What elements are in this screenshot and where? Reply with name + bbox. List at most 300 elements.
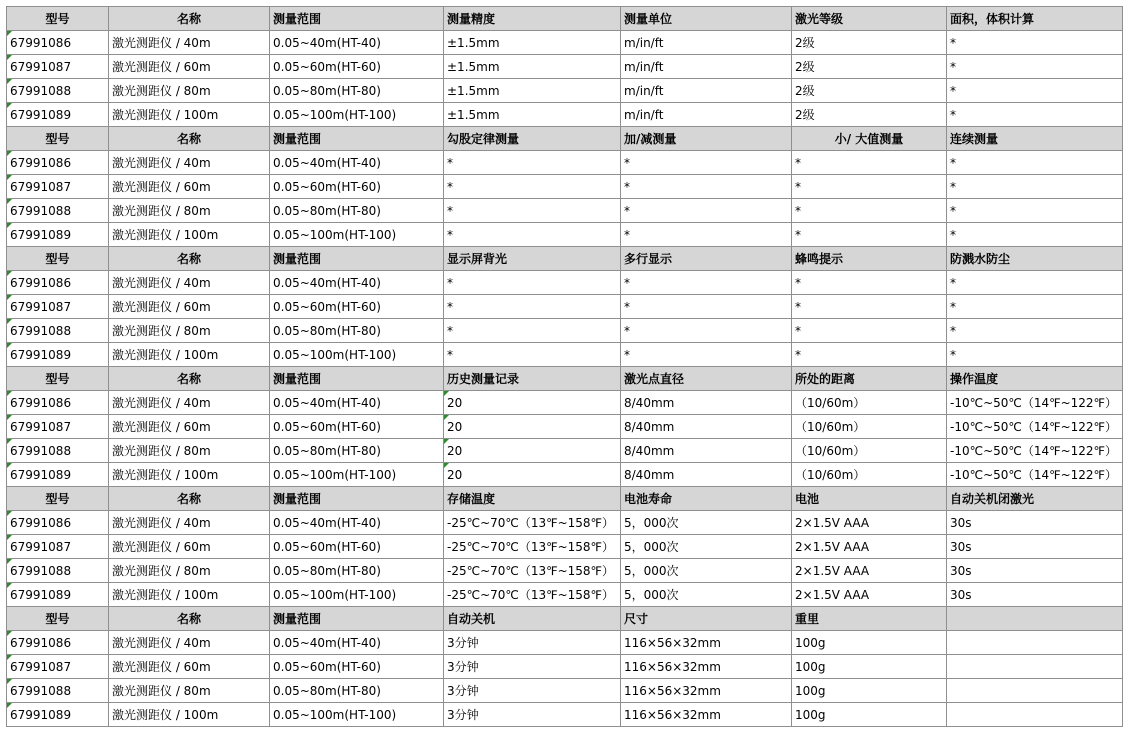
- cell-text: 2级: [795, 35, 815, 50]
- cell-text: 2×1.5V AAA: [795, 515, 870, 530]
- model-number-cell[interactable]: [7, 655, 109, 679]
- spec-c-cell[interactable]: [792, 295, 947, 319]
- spec-c-cell[interactable]: [792, 439, 947, 463]
- range-cell[interactable]: [270, 79, 444, 103]
- cell-text: 激光测距仪 / 40m: [112, 515, 211, 530]
- spec-b-cell[interactable]: [621, 199, 792, 223]
- range-cell[interactable]: [270, 31, 444, 55]
- spec-a-cell[interactable]: [444, 415, 621, 439]
- comment-indicator-icon: [7, 463, 12, 468]
- product-name-cell[interactable]: [109, 79, 270, 103]
- spec-d-cell[interactable]: [947, 535, 1123, 559]
- model-number-cell[interactable]: [7, 535, 109, 559]
- spec-c-cell[interactable]: [792, 271, 947, 295]
- spec-c-cell[interactable]: [792, 319, 947, 343]
- spec-c-cell[interactable]: [792, 151, 947, 175]
- table-row: [7, 655, 1123, 679]
- cell-text: 0.05~80m(HT-80): [273, 683, 381, 698]
- comment-indicator-icon: [7, 103, 12, 108]
- spec-d-cell[interactable]: [947, 199, 1123, 223]
- spec-c-cell[interactable]: [792, 223, 947, 247]
- spec-d-cell[interactable]: [947, 79, 1123, 103]
- cell-text: 8/40mm: [624, 467, 675, 482]
- spec-d-cell[interactable]: [947, 31, 1123, 55]
- range-cell[interactable]: [270, 631, 444, 655]
- spec-d-cell[interactable]: [947, 655, 1123, 679]
- cell-text: 20: [447, 467, 463, 482]
- spec-a-cell[interactable]: [444, 535, 621, 559]
- spec-b-cell[interactable]: [621, 295, 792, 319]
- header-model: 型号: [7, 607, 109, 631]
- spec-b-cell[interactable]: [621, 415, 792, 439]
- range-cell[interactable]: [270, 223, 444, 247]
- spec-a-cell[interactable]: [444, 223, 621, 247]
- cell-text: 67991089: [10, 347, 72, 362]
- cell-text: 116×56×32mm: [624, 683, 721, 698]
- spec-a-cell[interactable]: [444, 703, 621, 727]
- spec-a-cell[interactable]: [444, 655, 621, 679]
- cell-text: 5，000次: [624, 539, 679, 554]
- spec-d-cell[interactable]: [947, 679, 1123, 703]
- cell-text: *: [950, 179, 956, 194]
- cell-text: *: [950, 59, 956, 74]
- spec-a-cell[interactable]: [444, 343, 621, 367]
- range-cell[interactable]: [270, 55, 444, 79]
- cell-text: 67991089: [10, 707, 72, 722]
- header-spec-a: 历史测量记录: [444, 367, 621, 391]
- range-cell[interactable]: [270, 319, 444, 343]
- cell-text: -25℃~70℃（13℉~158℉）: [447, 539, 614, 554]
- cell-text: 0.05~80m(HT-80): [273, 203, 381, 218]
- comment-indicator-icon: [7, 511, 12, 516]
- product-name-cell[interactable]: [109, 439, 270, 463]
- cell-text: 0.05~100m(HT-100): [273, 347, 397, 362]
- spec-b-cell[interactable]: [621, 319, 792, 343]
- product-name-cell[interactable]: [109, 319, 270, 343]
- spec-c-cell[interactable]: [792, 79, 947, 103]
- spec-b-cell[interactable]: [621, 559, 792, 583]
- cell-text: *: [624, 155, 630, 170]
- range-cell[interactable]: [270, 343, 444, 367]
- model-number-cell[interactable]: [7, 319, 109, 343]
- comment-indicator-icon: [444, 415, 449, 420]
- spec-c-cell[interactable]: [792, 559, 947, 583]
- spec-b-cell[interactable]: [621, 343, 792, 367]
- product-name-cell[interactable]: [109, 151, 270, 175]
- spec-a-cell[interactable]: [444, 439, 621, 463]
- product-name-cell[interactable]: [109, 343, 270, 367]
- cell-text: *: [447, 299, 453, 314]
- spec-d-cell[interactable]: [947, 559, 1123, 583]
- spec-b-cell[interactable]: [621, 79, 792, 103]
- header-spec-d: [947, 607, 1123, 631]
- spec-b-cell[interactable]: [621, 31, 792, 55]
- spec-d-cell[interactable]: [947, 703, 1123, 727]
- product-name-cell[interactable]: [109, 271, 270, 295]
- range-cell[interactable]: [270, 415, 444, 439]
- model-number-cell[interactable]: [7, 79, 109, 103]
- header-name: 名称: [109, 367, 270, 391]
- comment-indicator-icon: [7, 319, 12, 324]
- cell-text: *: [950, 83, 956, 98]
- product-name-cell[interactable]: [109, 703, 270, 727]
- range-cell[interactable]: [270, 271, 444, 295]
- comment-indicator-icon: [7, 679, 12, 684]
- cell-text: -10℃~50℃（14℉~122℉）: [950, 467, 1117, 482]
- range-cell[interactable]: [270, 295, 444, 319]
- spec-b-cell[interactable]: [621, 55, 792, 79]
- header-model: 型号: [7, 487, 109, 511]
- cell-text: 0.05~80m(HT-80): [273, 443, 381, 458]
- cell-text: 67991086: [10, 35, 72, 50]
- spec-c-cell[interactable]: [792, 391, 947, 415]
- spec-a-cell[interactable]: [444, 391, 621, 415]
- cell-text: 3分钟: [447, 635, 479, 650]
- model-number-cell[interactable]: [7, 199, 109, 223]
- product-name-cell[interactable]: [109, 559, 270, 583]
- spec-c-cell[interactable]: [792, 463, 947, 487]
- spec-d-cell[interactable]: [947, 295, 1123, 319]
- product-name-cell[interactable]: [109, 391, 270, 415]
- spec-b-cell[interactable]: [621, 151, 792, 175]
- cell-text: *: [624, 179, 630, 194]
- spec-c-cell[interactable]: [792, 679, 947, 703]
- section-header-row: [7, 247, 1123, 271]
- spec-d-cell[interactable]: [947, 271, 1123, 295]
- spec-d-cell[interactable]: [947, 223, 1123, 247]
- spec-a-cell[interactable]: [444, 79, 621, 103]
- cell-text: 2×1.5V AAA: [795, 539, 870, 554]
- spec-b-cell[interactable]: [621, 439, 792, 463]
- model-number-cell[interactable]: [7, 583, 109, 607]
- spec-d-cell[interactable]: [947, 319, 1123, 343]
- spec-d-cell[interactable]: [947, 175, 1123, 199]
- model-number-cell[interactable]: [7, 415, 109, 439]
- spec-a-cell[interactable]: [444, 511, 621, 535]
- cell-text: *: [950, 227, 956, 242]
- range-cell[interactable]: [270, 439, 444, 463]
- spec-c-cell[interactable]: [792, 199, 947, 223]
- range-cell[interactable]: [270, 103, 444, 127]
- cell-text: 67991089: [10, 467, 72, 482]
- cell-text: *: [447, 347, 453, 362]
- table-row: [7, 151, 1123, 175]
- cell-text: 2级: [795, 107, 815, 122]
- range-cell[interactable]: [270, 679, 444, 703]
- spec-b-cell[interactable]: [621, 655, 792, 679]
- spec-a-cell[interactable]: [444, 295, 621, 319]
- table-row: [7, 583, 1123, 607]
- cell-text: 2×1.5V AAA: [795, 587, 870, 602]
- comment-indicator-icon: [444, 391, 449, 396]
- cell-text: 0.05~60m(HT-60): [273, 419, 381, 434]
- model-number-cell[interactable]: [7, 703, 109, 727]
- spec-a-cell[interactable]: [444, 463, 621, 487]
- header-model: 型号: [7, 7, 109, 31]
- cell-text: 0.05~80m(HT-80): [273, 83, 381, 98]
- cell-text: 2×1.5V AAA: [795, 563, 870, 578]
- table-row: [7, 463, 1123, 487]
- table-row: [7, 703, 1123, 727]
- cell-text: 20: [447, 443, 463, 458]
- spec-c-cell[interactable]: [792, 55, 947, 79]
- cell-text: 0.05~40m(HT-40): [273, 635, 381, 650]
- cell-text: 激光测距仪 / 60m: [112, 659, 211, 674]
- range-cell[interactable]: [270, 703, 444, 727]
- product-name-cell[interactable]: [109, 415, 270, 439]
- model-number-cell[interactable]: [7, 55, 109, 79]
- header-spec-c: 电池: [792, 487, 947, 511]
- model-number-cell[interactable]: [7, 511, 109, 535]
- section-header-row: [7, 607, 1123, 631]
- model-number-cell[interactable]: [7, 295, 109, 319]
- cell-text: 激光测距仪 / 40m: [112, 395, 211, 410]
- range-cell[interactable]: [270, 463, 444, 487]
- cell-text: 30s: [950, 539, 972, 554]
- comment-indicator-icon: [7, 391, 12, 396]
- spec-a-cell[interactable]: [444, 631, 621, 655]
- spec-d-cell[interactable]: [947, 463, 1123, 487]
- table-row: [7, 511, 1123, 535]
- comment-indicator-icon: [444, 463, 449, 468]
- product-name-cell[interactable]: [109, 295, 270, 319]
- spec-b-cell[interactable]: [621, 175, 792, 199]
- cell-text: 8/40mm: [624, 443, 675, 458]
- cell-text: 67991087: [10, 659, 72, 674]
- header-range: 测量范围: [270, 247, 444, 271]
- cell-text: 67991088: [10, 563, 72, 578]
- model-number-cell[interactable]: [7, 391, 109, 415]
- model-number-cell[interactable]: [7, 439, 109, 463]
- cell-text: *: [624, 323, 630, 338]
- spec-b-cell[interactable]: [621, 463, 792, 487]
- product-name-cell[interactable]: [109, 103, 270, 127]
- header-range: 测量范围: [270, 367, 444, 391]
- spec-b-cell[interactable]: [621, 631, 792, 655]
- cell-text: 67991088: [10, 83, 72, 98]
- spec-d-cell[interactable]: [947, 439, 1123, 463]
- table-row: [7, 79, 1123, 103]
- header-name: 名称: [109, 7, 270, 31]
- header-spec-b: 测量单位: [621, 7, 792, 31]
- table-row: [7, 679, 1123, 703]
- cell-text: 0.05~100m(HT-100): [273, 707, 397, 722]
- cell-text: *: [795, 323, 801, 338]
- spec-a-cell[interactable]: [444, 583, 621, 607]
- product-name-cell[interactable]: [109, 655, 270, 679]
- spec-b-cell[interactable]: [621, 511, 792, 535]
- table-row: [7, 439, 1123, 463]
- product-name-cell[interactable]: [109, 511, 270, 535]
- spec-d-cell[interactable]: [947, 583, 1123, 607]
- cell-text: 30s: [950, 515, 972, 530]
- header-spec-b: 加/减测量: [621, 127, 792, 151]
- spec-c-cell[interactable]: [792, 103, 947, 127]
- cell-text: -25℃~70℃（13℉~158℉）: [447, 587, 614, 602]
- range-cell[interactable]: [270, 511, 444, 535]
- comment-indicator-icon: [7, 79, 12, 84]
- spec-c-cell[interactable]: [792, 343, 947, 367]
- header-spec-a: 存储温度: [444, 487, 621, 511]
- spec-a-cell[interactable]: [444, 679, 621, 703]
- table-row: [7, 175, 1123, 199]
- spec-b-cell[interactable]: [621, 535, 792, 559]
- cell-text: 激光测距仪 / 60m: [112, 419, 211, 434]
- table-row: [7, 391, 1123, 415]
- product-name-cell[interactable]: [109, 31, 270, 55]
- spec-a-cell[interactable]: [444, 55, 621, 79]
- product-name-cell[interactable]: [109, 631, 270, 655]
- cell-text: 100g: [795, 683, 826, 698]
- cell-text: 67991088: [10, 203, 72, 218]
- model-number-cell[interactable]: [7, 343, 109, 367]
- spec-b-cell[interactable]: [621, 223, 792, 247]
- cell-text: 0.05~100m(HT-100): [273, 227, 397, 242]
- comment-indicator-icon: [7, 703, 12, 708]
- cell-text: （10/60m）: [795, 395, 866, 410]
- model-number-cell[interactable]: [7, 103, 109, 127]
- header-name: 名称: [109, 127, 270, 151]
- spec-d-cell[interactable]: [947, 343, 1123, 367]
- product-name-cell[interactable]: [109, 199, 270, 223]
- comment-indicator-icon: [7, 559, 12, 564]
- product-name-cell[interactable]: [109, 175, 270, 199]
- spec-c-cell[interactable]: [792, 631, 947, 655]
- spec-c-cell[interactable]: [792, 655, 947, 679]
- header-spec-a: 测量精度: [444, 7, 621, 31]
- cell-text: m/in/ft: [624, 107, 664, 122]
- spec-b-cell[interactable]: [621, 583, 792, 607]
- spec-d-cell[interactable]: [947, 631, 1123, 655]
- cell-text: *: [795, 275, 801, 290]
- spec-c-cell[interactable]: [792, 175, 947, 199]
- comment-indicator-icon: [7, 55, 12, 60]
- model-number-cell[interactable]: [7, 463, 109, 487]
- spec-a-cell[interactable]: [444, 271, 621, 295]
- range-cell[interactable]: [270, 535, 444, 559]
- spec-d-cell[interactable]: [947, 391, 1123, 415]
- spec-b-cell[interactable]: [621, 679, 792, 703]
- spec-a-cell[interactable]: [444, 559, 621, 583]
- spec-d-cell[interactable]: [947, 103, 1123, 127]
- model-number-cell[interactable]: [7, 631, 109, 655]
- model-number-cell[interactable]: [7, 271, 109, 295]
- spec-a-cell[interactable]: [444, 319, 621, 343]
- range-cell[interactable]: [270, 199, 444, 223]
- range-cell[interactable]: [270, 559, 444, 583]
- cell-text: *: [795, 179, 801, 194]
- spec-c-cell[interactable]: [792, 31, 947, 55]
- model-number-cell[interactable]: [7, 679, 109, 703]
- model-number-cell[interactable]: [7, 559, 109, 583]
- cell-text: -25℃~70℃（13℉~158℉）: [447, 563, 614, 578]
- cell-text: 67991086: [10, 515, 72, 530]
- spec-d-cell[interactable]: [947, 511, 1123, 535]
- cell-text: -10℃~50℃（14℉~122℉）: [950, 395, 1117, 410]
- cell-text: 激光测距仪 / 100m: [112, 107, 219, 122]
- spec-b-cell[interactable]: [621, 703, 792, 727]
- range-cell[interactable]: [270, 175, 444, 199]
- spec-d-cell[interactable]: [947, 151, 1123, 175]
- product-name-cell[interactable]: [109, 679, 270, 703]
- cell-text: 激光测距仪 / 80m: [112, 443, 211, 458]
- cell-text: 67991087: [10, 59, 72, 74]
- cell-text: m/in/ft: [624, 83, 664, 98]
- model-number-cell[interactable]: [7, 223, 109, 247]
- spec-a-cell[interactable]: [444, 31, 621, 55]
- header-model: 型号: [7, 127, 109, 151]
- cell-text: 67991089: [10, 227, 72, 242]
- spec-b-cell[interactable]: [621, 391, 792, 415]
- range-cell[interactable]: [270, 391, 444, 415]
- cell-text: *: [447, 155, 453, 170]
- model-number-cell[interactable]: [7, 151, 109, 175]
- spec-b-cell[interactable]: [621, 103, 792, 127]
- cell-text: 激光测距仪 / 80m: [112, 563, 211, 578]
- spec-c-cell[interactable]: [792, 583, 947, 607]
- header-range: 测量范围: [270, 127, 444, 151]
- cell-text: 3分钟: [447, 659, 479, 674]
- range-cell[interactable]: [270, 583, 444, 607]
- spec-a-cell[interactable]: [444, 175, 621, 199]
- cell-text: -25℃~70℃（13℉~158℉）: [447, 515, 614, 530]
- spec-c-cell[interactable]: [792, 703, 947, 727]
- spec-a-cell[interactable]: [444, 199, 621, 223]
- cell-text: 20: [447, 395, 463, 410]
- header-spec-c: 重里: [792, 607, 947, 631]
- cell-text: 0.05~60m(HT-60): [273, 299, 381, 314]
- cell-text: m/in/ft: [624, 35, 664, 50]
- header-spec-a: 自动关机: [444, 607, 621, 631]
- cell-text: 激光测距仪 / 60m: [112, 59, 211, 74]
- cell-text: 0.05~100m(HT-100): [273, 107, 397, 122]
- product-name-cell[interactable]: [109, 583, 270, 607]
- spec-c-cell[interactable]: [792, 535, 947, 559]
- spec-d-cell[interactable]: [947, 55, 1123, 79]
- comment-indicator-icon: [7, 223, 12, 228]
- cell-text: 2级: [795, 59, 815, 74]
- range-cell[interactable]: [270, 151, 444, 175]
- spec-b-cell[interactable]: [621, 271, 792, 295]
- cell-text: 67991087: [10, 539, 72, 554]
- header-range: 测量范围: [270, 607, 444, 631]
- product-name-cell[interactable]: [109, 463, 270, 487]
- comment-indicator-icon: [7, 343, 12, 348]
- header-name: 名称: [109, 487, 270, 511]
- comment-indicator-icon: [7, 583, 12, 588]
- product-name-cell[interactable]: [109, 55, 270, 79]
- product-name-cell[interactable]: [109, 535, 270, 559]
- spec-c-cell[interactable]: [792, 415, 947, 439]
- spec-d-cell[interactable]: [947, 415, 1123, 439]
- range-cell[interactable]: [270, 655, 444, 679]
- spec-a-cell[interactable]: [444, 151, 621, 175]
- section-header-row: [7, 7, 1123, 31]
- spec-c-cell[interactable]: [792, 511, 947, 535]
- header-spec-b: 多行显示: [621, 247, 792, 271]
- spec-a-cell[interactable]: [444, 103, 621, 127]
- model-number-cell[interactable]: [7, 175, 109, 199]
- cell-text: 67991088: [10, 683, 72, 698]
- table-row: [7, 271, 1123, 295]
- table-row: [7, 343, 1123, 367]
- product-name-cell[interactable]: [109, 223, 270, 247]
- table-row: [7, 319, 1123, 343]
- model-number-cell[interactable]: [7, 31, 109, 55]
- cell-text: 8/40mm: [624, 419, 675, 434]
- cell-text: 67991088: [10, 443, 72, 458]
- header-spec-b: 电池寿命: [621, 487, 792, 511]
